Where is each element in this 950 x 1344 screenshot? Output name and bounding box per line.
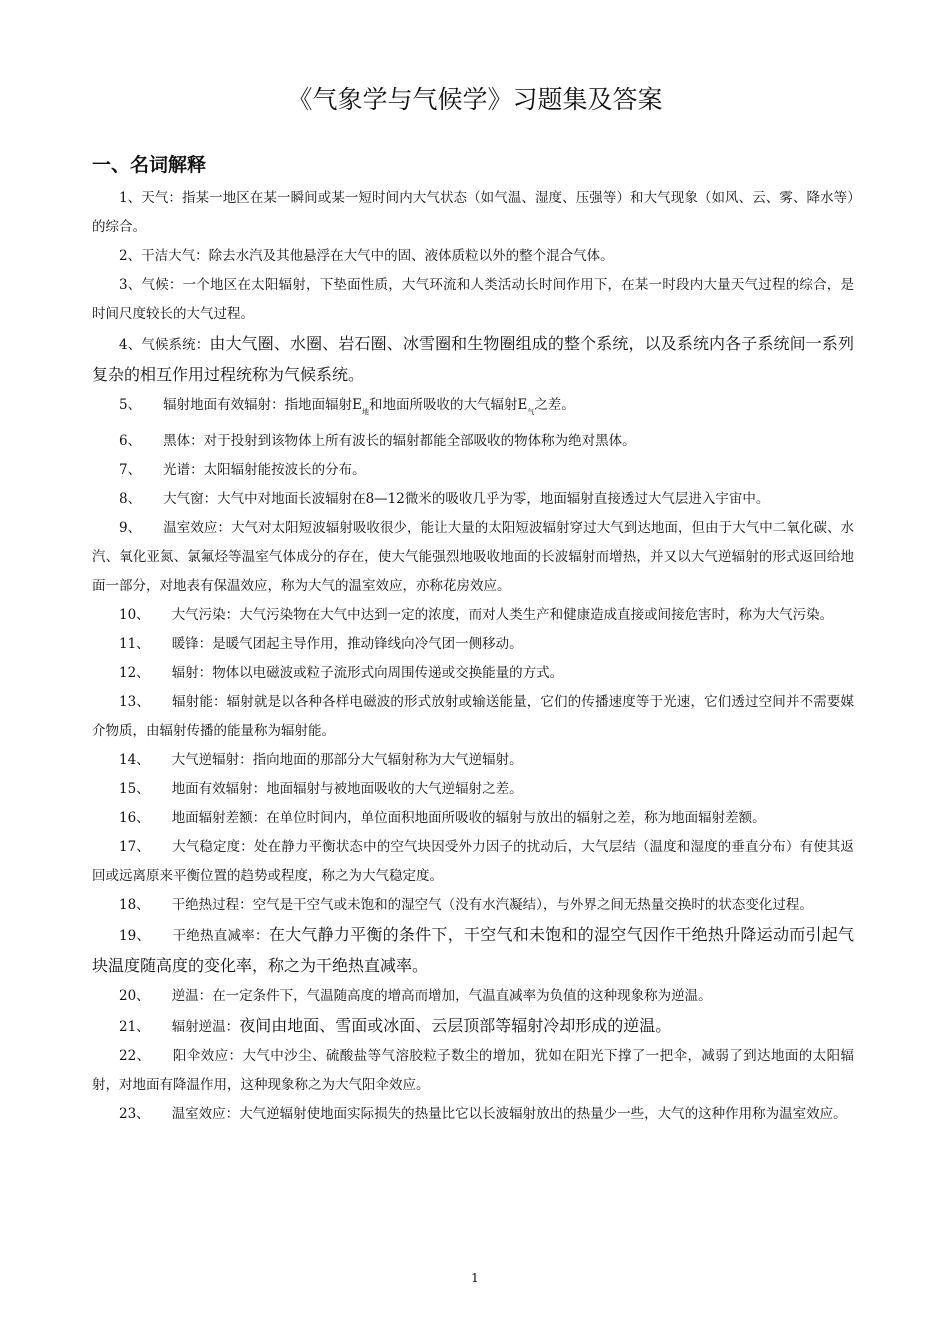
- definition-item: [92, 982, 854, 1011]
- item-text: 是暖气团起主导作用，推动锋线向冷气团一侧移动。: [212, 636, 523, 652]
- item-text: 太阳辐射能按波长的分布。: [203, 462, 366, 478]
- item-number: 23、: [119, 1106, 150, 1122]
- item-text: 大气中对地面长波辐射在8—12微米的吸收几乎为零，地面辐射直接透过大气层进入宇宙中。: [217, 491, 770, 507]
- subscript: 地: [361, 408, 369, 416]
- item-term: 辐射：: [171, 665, 213, 681]
- item-number: 8、: [119, 491, 142, 507]
- item-term: 辐射逆温：: [171, 1019, 240, 1035]
- definition-item: [92, 456, 854, 485]
- item-term: 干洁大气：: [141, 248, 209, 264]
- item-number: 10、: [119, 607, 150, 623]
- item-number: 16、: [119, 810, 150, 826]
- item-text: 大气中沙尘、硫酸盐等气溶胶粒子数尘的增加，犹如在阳光下撑了一把伞，减弱了到达地面的太阳辐射，对地面有降温作用，这种现象称之为大气阳伞效应。: [92, 1048, 854, 1093]
- item-text: 大气逆辐射使地面实际损失的热量比它以长波辐射放出的热量少一些，大气的这种作用称为温室效应。: [239, 1106, 847, 1122]
- item-text: 对于投射到该物体上所有波长的辐射都能全部吸收的物体称为绝对黑体。: [203, 433, 636, 449]
- item-term: 大气稳定度：: [171, 839, 254, 855]
- item-number: 4、: [119, 337, 142, 353]
- item-term: 辐射地面有效辐射：: [163, 397, 285, 413]
- definition-item: [92, 1011, 854, 1042]
- item-text: 大气对太阳短波辐射吸收很少，能让大量的太阳短波辐射穿过大气到达地面，但由于大气中二氧化碳、水汽、氧化亚氮、氯氟烃等温室气体成分的存在，使大气能强烈地吸收地面的长波辐射而增热，并又以大气逆辐射的形式返回给地面一部分，对地表有保温效应，称为大气的温室效应，亦称花房效应。: [92, 520, 855, 594]
- item-number: 2、: [119, 248, 142, 264]
- item-text: 大气污染物在大气中达到一定的浓度，而对人类生产和健康造成直接或间接危害时，称为大气污染。: [239, 607, 834, 623]
- subscript: 气: [527, 408, 535, 416]
- definition-item: [92, 485, 854, 514]
- item-term: 光谱：: [163, 462, 204, 478]
- item-number: 14、: [119, 752, 150, 768]
- item-number: 15、: [119, 781, 150, 797]
- item-text: 在大气静力平衡的条件下，干空气和未饱和的湿空气因作干绝热升降运动而引起气块温度随高度的变化率，称之为干绝热直减率。: [92, 925, 854, 975]
- item-number: 22、: [119, 1048, 151, 1064]
- definition-item: [92, 920, 854, 982]
- item-text: 除去水汽及其他悬浮在大气中的固、液体质粒以外的整个混合气体。: [208, 248, 614, 264]
- item-text: 辐射就是以各种各样电磁波的形式放射或输送能量，它们的传播速度等于光速，它们透过空间并不需要媒介物质，由辐射传播的能量称为辐射能。: [92, 694, 854, 739]
- definition-item: [92, 688, 854, 746]
- item-text: 地面辐射与被地面吸收的大气逆辐射之差。: [266, 781, 523, 797]
- item-number: 1、: [119, 190, 142, 206]
- item-text: 在单位时间内，单位面积地面所吸收的辐射与放出的辐射之差，称为地面辐射差额。: [266, 810, 766, 826]
- item-text: 处在静力平衡状态中的空气块因受外力因子的扰动后，大气层结（温度和湿度的垂直分布）有使其返回或远离原来平衡位置的趋势或程度，称之为大气稳定度。: [92, 839, 854, 884]
- item-number: 12、: [119, 665, 150, 681]
- definition-item: [92, 659, 854, 688]
- definition-item: [92, 601, 854, 630]
- item-text: 物体以电磁波或粒子流形式向周围传递或交换能量的方式。: [212, 665, 564, 681]
- item-term: 气候：: [141, 277, 183, 293]
- definition-item: [92, 804, 854, 833]
- definition-item: [92, 746, 854, 775]
- item-text: 空气是干空气或未饱和的湿空气（没有水汽凝结），与外界之间无热量交换时的状态变化过程。: [252, 897, 813, 913]
- item-term: 大气窗：: [163, 491, 218, 507]
- definition-item: [92, 271, 854, 329]
- item-number: 18、: [119, 897, 150, 913]
- page-number: 1: [471, 1271, 479, 1285]
- definition-list: [92, 184, 854, 1129]
- definition-item: [92, 329, 854, 391]
- item-term: 辐射能：: [171, 694, 227, 710]
- item-number: 11、: [119, 636, 150, 652]
- definition-item: [92, 391, 854, 427]
- item-term: 温室效应：: [163, 520, 231, 536]
- definition-item: [92, 1042, 854, 1100]
- item-term: 干绝热直减率：: [172, 928, 269, 944]
- item-text: 指地面辐射E: [284, 397, 362, 413]
- item-text: 和地面所吸收的大气辐射E: [368, 397, 528, 413]
- item-number: 6、: [119, 433, 142, 449]
- item-text: 由大气圈、水圈、岩石圈、冰雪圈和生物圈组成的整个系统，以及系统内各子系统间一系列复杂的相互作用过程统称为气候系统。: [92, 334, 854, 384]
- item-term: 地面辐射差额：: [171, 810, 267, 826]
- definition-item: [92, 514, 854, 601]
- item-term: 天气：: [141, 190, 182, 206]
- item-term: 气候系统：: [141, 337, 210, 353]
- definition-item: [92, 242, 854, 271]
- definition-item: [92, 775, 854, 804]
- item-text: 夜间由地面、雪面或冰面、云层顶部等辐射冷却形成的逆温。: [239, 1016, 672, 1035]
- item-term: 暖锋：: [171, 636, 213, 652]
- definition-item: [92, 1100, 854, 1129]
- item-number: 17、: [119, 839, 150, 855]
- item-number: 3、: [119, 277, 142, 293]
- document-title: 《气象学与气候学》习题集及答案: [287, 85, 663, 114]
- item-term: 温室效应：: [171, 1106, 240, 1122]
- item-text: 指向地面的那部分大气辐射称为大气逆辐射。: [252, 752, 523, 768]
- item-text: 之差。: [534, 397, 575, 413]
- item-term: 黑体：: [163, 433, 204, 449]
- item-number: 20、: [119, 988, 150, 1004]
- item-text: 一个地区在太阳辐射，下垫面性质，大气环流和人类活动长时间作用下，在某一时段内大量天气过程的综合，是时间尺度较长的大气过程。: [92, 277, 855, 322]
- item-term: 大气逆辐射：: [171, 752, 253, 768]
- item-text: 指某一地区在某一瞬间或某一短时间内大气状态（如气温、湿度、压强等）和大气现象（如风、云、雾、降水等）的综合。: [92, 190, 855, 235]
- item-number: 19、: [119, 928, 151, 944]
- item-term: 大气污染：: [171, 607, 240, 623]
- item-number: 9、: [119, 520, 142, 536]
- definition-item: [92, 427, 854, 456]
- item-term: 地面有效辐射：: [171, 781, 267, 797]
- definition-item: [92, 630, 854, 659]
- item-number: 21、: [119, 1019, 150, 1035]
- item-text: 在一定条件下，气温随高度的增高而增加，气温直减率为负值的这种现象称为逆温。: [212, 988, 712, 1004]
- definition-item: [92, 891, 854, 920]
- definition-item: [92, 184, 854, 242]
- item-term: 阳伞效应：: [172, 1048, 243, 1064]
- item-number: 7、: [119, 462, 142, 478]
- item-number: 5、: [119, 397, 142, 413]
- section-heading: 一、名词解释: [92, 154, 207, 176]
- item-term: 逆温：: [171, 988, 213, 1004]
- item-number: 13、: [119, 694, 150, 710]
- definition-item: [92, 833, 854, 891]
- item-term: 干绝热过程：: [171, 897, 253, 913]
